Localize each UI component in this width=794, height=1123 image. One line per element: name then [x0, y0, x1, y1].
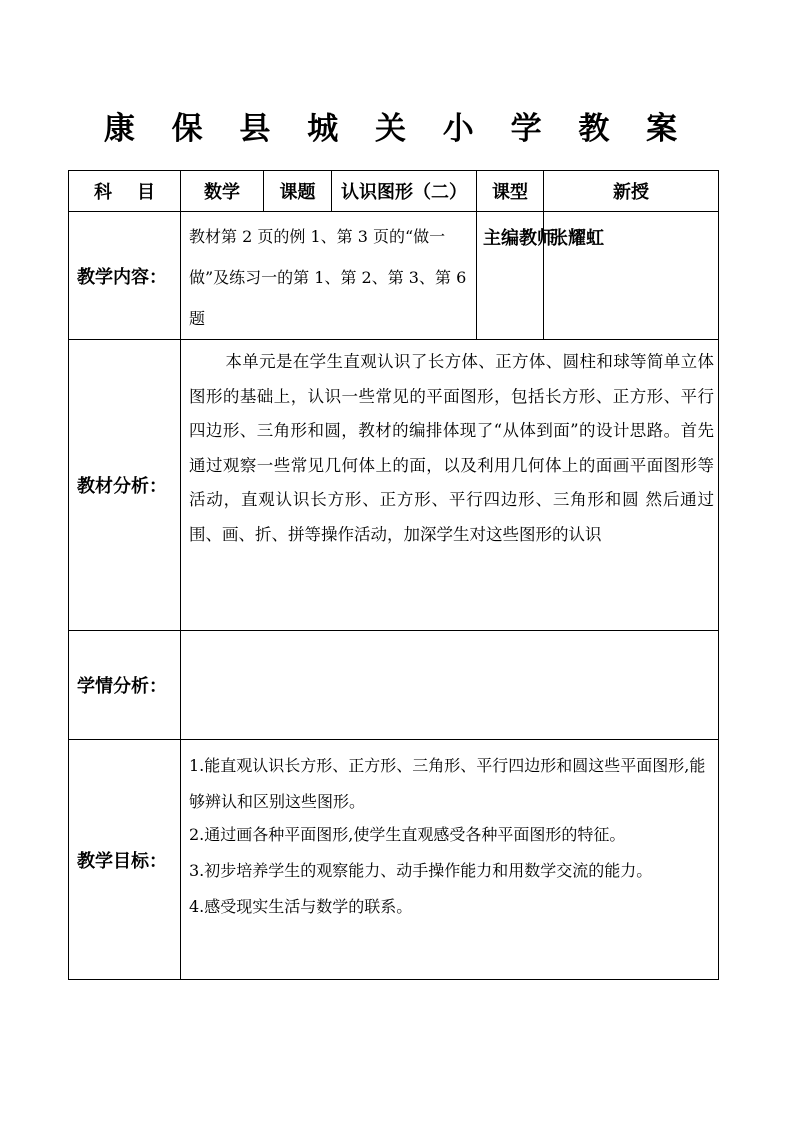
subject-label: 科 目: [69, 171, 181, 212]
goal-item: 3.初步培养学生的观察能力、动手操作能力和用数学交流的能力。: [189, 861, 653, 880]
analysis-label: 教材分析：: [69, 340, 181, 631]
goal-item: 4.感受现实生活与数学的联系。: [189, 897, 413, 916]
topic-label: 课题: [264, 171, 332, 212]
editor-name: 张耀虹: [544, 212, 719, 340]
student-text: [181, 631, 719, 740]
content-text: [181, 212, 477, 340]
content-row: [69, 212, 719, 340]
header-row: [69, 171, 719, 212]
analysis-cell: [181, 340, 719, 631]
editor-label-text: 主编教师: [483, 228, 555, 249]
goals-label: 教学目标：: [69, 740, 181, 980]
editor-label: [477, 212, 555, 340]
goal-item: 1.能直观认识长方形、正方形、三角形、平行四边形和圆这些平面图形,能够辨认和区别这些图形。: [189, 756, 706, 811]
goals-cell: [181, 740, 719, 980]
type-value: 新授: [544, 171, 719, 212]
content-text-body: 教材第 2 页的例 1、第 3 页的“做一做”及练习一的第 1、第 2、第 3、第 6 题: [189, 227, 467, 328]
goals-row: [69, 740, 719, 980]
analysis-row: [69, 340, 719, 631]
topic-value: 认识图形（二）: [332, 171, 477, 212]
goal-item: 2.通过画各种平面图形,使学生直观感受各种平面图形的特征。: [189, 825, 626, 844]
lesson-plan-table: [68, 170, 719, 980]
subject-value: 数学: [181, 171, 264, 212]
document-title: 康 保 县 城 关 小 学 教 案: [103, 111, 691, 147]
student-label: 学情分析：: [69, 631, 181, 740]
content-label: 教学内容：: [69, 212, 181, 340]
student-row: [69, 631, 719, 740]
type-label: 课型: [477, 171, 544, 212]
analysis-text: 本单元是在学生直观认识了长方体、正方体、圆柱和球等简单立体图形的基础上，认识一些常见的平面图形，包括长方形、正方形、平行四边形、三角形和圆，教材的编排体现了“从体到面”的设计思路。首先通过观察一些常见几何体上的面，以及利用几何体上的面画平面图形等活动，直观认识长方形、正方形、平行四边形、三角形和圆 然后通过围、画、折、拼等操作活动，加深学生对这些图形的认识: [189, 352, 714, 544]
